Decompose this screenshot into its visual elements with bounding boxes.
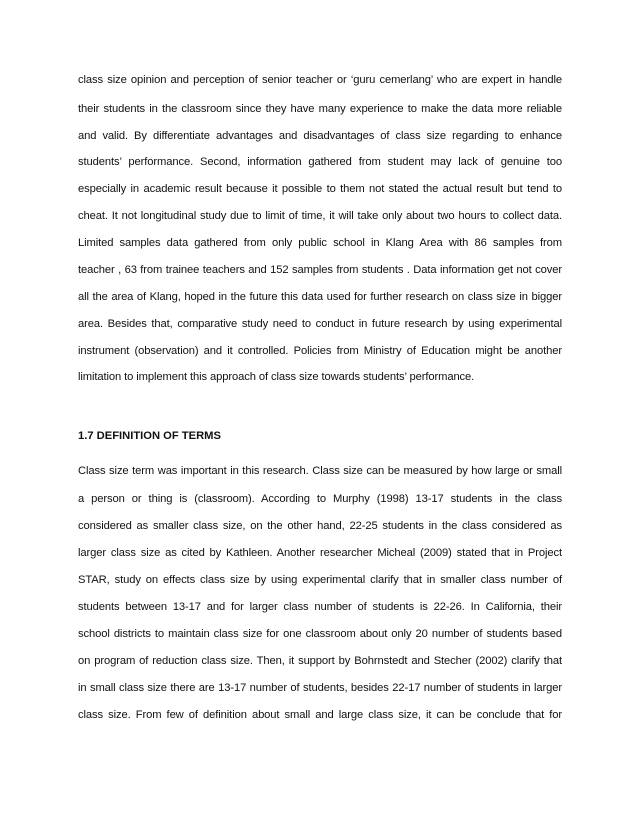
text-line: school districts to maintain class size for one classroom about only 20 number of students based	[78, 628, 562, 640]
text-line: limitation to implement this approach of class size towards students’ performance.	[78, 371, 475, 383]
text-line: and valid. By differentiate advantages and disadvantages of class size regarding to enhance	[78, 130, 562, 142]
text-line: class size. From few of definition about small and large class size, it can be conclude that for	[78, 709, 562, 721]
text-line: students’ performance. Second, information gathered from student may lack of genuine too	[78, 156, 562, 168]
text-line: their students in the classroom since they have many experience to make the data more reliable	[78, 103, 562, 115]
text-line: larger class size as cited by Kathleen. Another researcher Micheal (2009) stated that in Project	[78, 547, 562, 559]
text-line: students between 13-17 and for larger class number of students is 22-26. In California, their	[78, 601, 562, 613]
text-line: all the area of Klang, hoped in the future this data used for further research on class size in bigger	[78, 291, 562, 303]
section-heading: 1.7 DEFINITION OF TERMS	[78, 430, 221, 442]
text-line: Class size term was important in this research. Class size can be measured by how large or small	[78, 465, 562, 477]
text-line: considered as smaller class size, on the other hand, 22-25 students in the class considered as	[78, 520, 562, 532]
text-line: instrument (observation) and it controlled. Policies from Ministry of Education might be another	[78, 345, 562, 357]
text-line: especially in academic result because it possible to them not stated the actual result but tend to	[78, 183, 562, 195]
text-line: teacher , 63 from trainee teachers and 152 samples from students . Data information get not cover	[78, 264, 562, 276]
text-line: STAR, study on effects class size by using experimental clarify that in smaller class number of	[78, 574, 562, 586]
text-line: a person or thing is (classroom). According to Murphy (1998) 13-17 students in the class	[78, 493, 562, 505]
text-line: Limited samples data gathered from only public school in Klang Area with 86 samples from	[78, 237, 562, 249]
text-line: in small class size there are 13-17 number of students, besides 22-17 number of students in larger	[78, 682, 562, 694]
text-line: on program of reduction class size. Then, it support by Bohrnstedt and Stecher (2002) clarify that	[78, 655, 562, 667]
text-line: cheat. It not longitudinal study due to limit of time, it will take only about two hours to collect data.	[78, 210, 562, 222]
text-line: area. Besides that, comparative study need to conduct in future research by using experimental	[78, 318, 562, 330]
text-line: class size opinion and perception of senior teacher or ‘guru cemerlang’ who are expert in handle	[78, 74, 562, 86]
